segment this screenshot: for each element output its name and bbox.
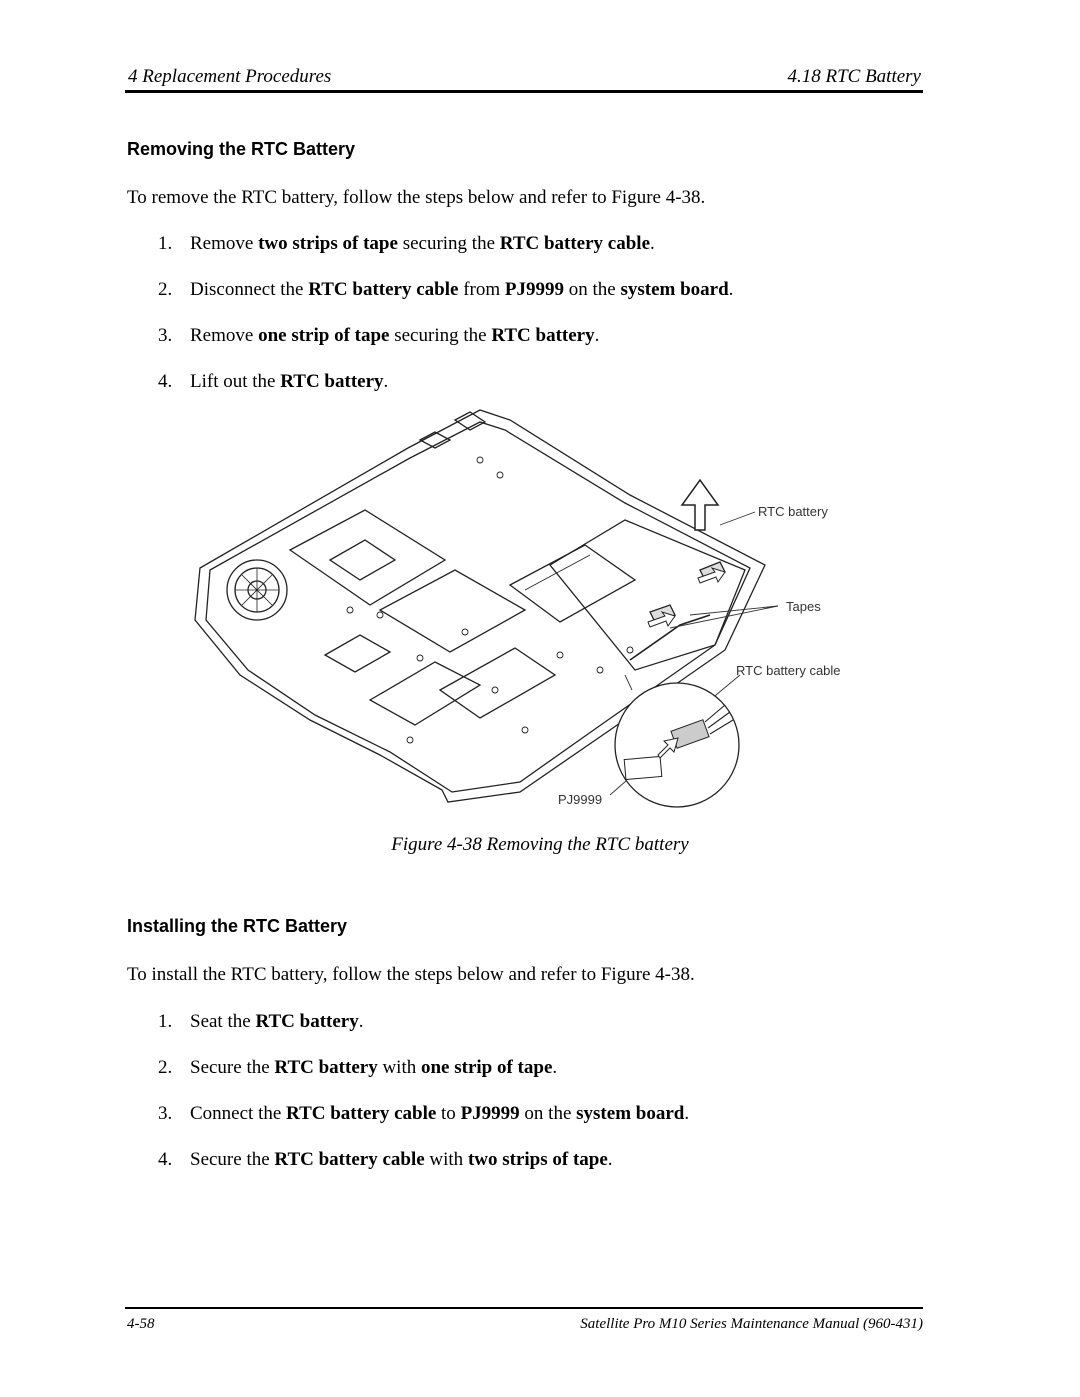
installing-step-3: 3. Connect the RTC battery cable to PJ9999 on the system board. bbox=[158, 1103, 690, 1124]
figure-caption: Figure 4-38 Removing the RTC battery bbox=[391, 834, 689, 855]
removing-heading: Removing the RTC Battery bbox=[127, 139, 356, 159]
removing-step-2: 2. Disconnect the RTC battery cable from PJ9999 on the system board. bbox=[158, 279, 734, 300]
installing-step-2: 2. Secure the RTC battery with one strip of tape. bbox=[158, 1057, 558, 1078]
chapter-title: 4 Replacement Procedures bbox=[128, 66, 332, 87]
pj9999-connector bbox=[624, 756, 662, 779]
installing-step-4: 4. Secure the RTC battery cable with two strips of tape. bbox=[158, 1149, 613, 1170]
label-pj9999: PJ9999 bbox=[558, 792, 603, 807]
page-header bbox=[125, 64, 923, 92]
rtc-battery-figure bbox=[180, 400, 880, 820]
header-rule bbox=[125, 90, 923, 93]
page-number: 4-58 bbox=[127, 1316, 155, 1332]
removing-step-4: 4. Lift out the RTC battery. bbox=[158, 371, 389, 392]
lift-arrow-icon bbox=[682, 480, 718, 530]
section-title: 4.18 RTC Battery bbox=[787, 66, 921, 87]
label-rtc-battery-cable: RTC battery cable bbox=[736, 663, 841, 678]
removing-step-1: 1. Remove two strips of tape securing the RTC battery cable. bbox=[158, 233, 655, 254]
removing-intro: To remove the RTC battery, follow the steps below and refer to Figure 4-38. bbox=[127, 187, 706, 208]
removing-step-3: 3. Remove one strip of tape securing the RTC battery. bbox=[158, 325, 600, 346]
label-rtc-battery: RTC battery bbox=[758, 504, 828, 519]
manual-title: Satellite Pro M10 Series Maintenance Manual (960-431) bbox=[580, 1316, 923, 1332]
installing-step-1: 1. Seat the RTC battery. bbox=[158, 1011, 364, 1032]
installing-intro: To install the RTC battery, follow the steps below and refer to Figure 4-38. bbox=[127, 964, 695, 985]
label-tapes: Tapes bbox=[786, 599, 821, 614]
installing-heading: Installing the RTC Battery bbox=[127, 916, 348, 936]
footer-rule bbox=[125, 1307, 923, 1309]
